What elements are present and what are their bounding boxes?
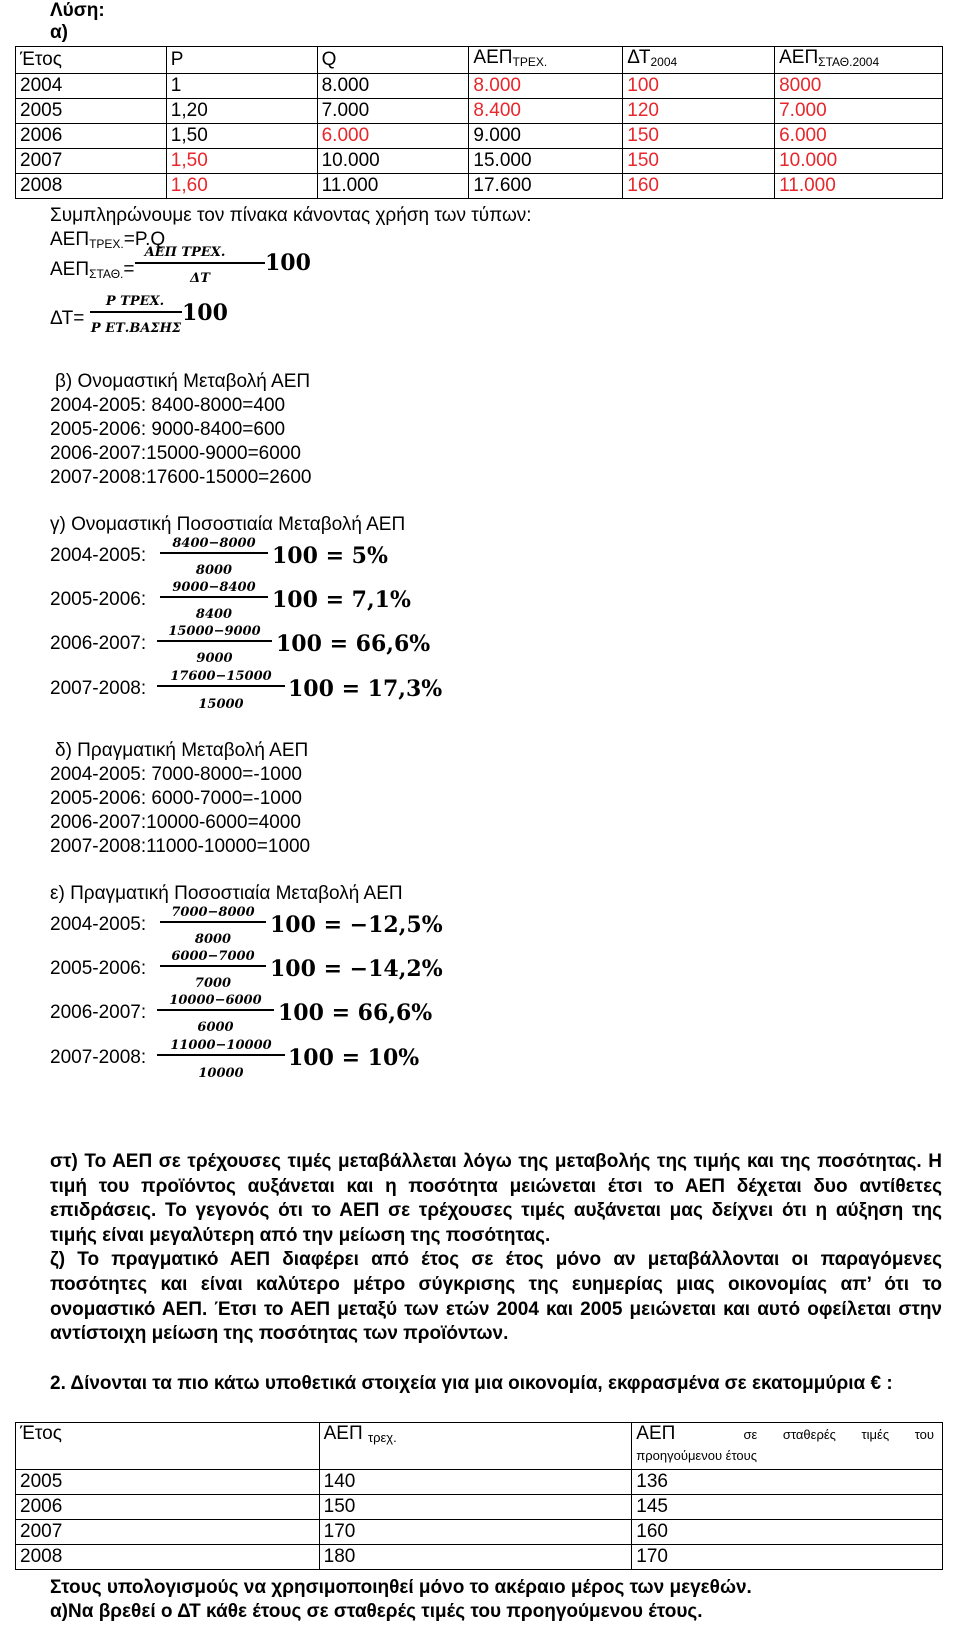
section-e-label: 2004-2005:: [50, 914, 147, 935]
section-e-label: 2005-2006:: [50, 958, 147, 979]
formulas-intro: Συμπληρώνουμε τον πίνακα κάνοντας χρήση των τύπων:: [50, 205, 532, 226]
solution-heading: Λύση:: [50, 0, 105, 21]
question-2-note: Στους υπολογισμούς να χρησιμοποιηθεί μόνο το ακέραιο μέρος των μεγεθών.: [50, 1577, 752, 1598]
section-c-fraction: 15000−9000 9000 100 = 66,6%: [157, 625, 457, 669]
section-e-fraction: 10000−6000 6000 100 = 66,6%: [157, 994, 457, 1038]
section-b-line: 2006-2007:15000-9000=6000: [50, 443, 301, 464]
section-z-paragraph: ζ) Το πραγματικό ΑΕΠ διαφέρει από έτος σε έτος μόνο αν μεταβάλλονται οι παραγόμενες ποσότητες και είναι καλύτερο μέτρο σύγκρισης της ευημερίας μιας οικονομίας απ’ ότι το ονομαστικό ΑΕΠ. Έτσι το ΑΕΠ μεταξύ των ετών 2004 και 2005 μειώνεται και αυτό οφείλεται στην αντίστοιχη μείωση της ποσότητας των προϊόντων.: [50, 1249, 942, 1345]
header-deflator: $\Delta T_{2004}$: [623, 47, 775, 74]
section-c-fraction: 9000−8400 8400 100 = 7,1%: [160, 581, 440, 625]
section-d-line: 2005-2006: 6000-7000=-1000: [50, 788, 302, 809]
header-gdp-prev-prices: ΑΕΠ σε σταθερές τιμές του προηγούμενου έτους: [632, 1423, 943, 1470]
table-row: 2004 1 8.000 8.000 100 8000: [16, 74, 943, 99]
section-e-fraction: 11000−10000 10000 100 = 10%: [157, 1039, 457, 1083]
section-st-paragraph: στ) Το ΑΕΠ σε τρέχουσες τιμές μεταβάλλεται λόγω της μεταβολής της τιμής και της ποσότητας. Η τιμή του προϊόντος αυξάνεται και η ποσότητα μειώνεται έτσι το ΑΕΠ δέχεται δυο αντίθετες επιδράσεις. Το γεγονός ότι το ΑΕΠ σε τρέχουσες τιμές αυξάνεται μας δείχνει ότι η αύξηση της τιμής είναι μεγαλύτερη από την μείωση της ποσότητας. ζ) Το πραγματικό ΑΕΠ διαφέρει από έτος σε έτος μόνο αν μεταβάλλονται οι παραγόμενες ποσότητες και είναι καλύτερο μέτρο σύγκρισης της ευημερίας μιας οικονομίας απ’ ότι το ονομαστικό ΑΕΠ. Έτσι το ΑΕΠ μεταξύ των ετών 2004 και 2005 μειώνεται και αυτό οφείλεται στην αντίστοιχη μείωση της ποσότητας των προϊόντων.: [50, 1150, 942, 1347]
table-row: 2005 140 136: [16, 1470, 943, 1495]
section-e-title: ε) Πραγματική Ποσοστιαία Μεταβολή ΑΕΠ: [50, 883, 403, 904]
section-c-label: 2005-2006:: [50, 589, 147, 610]
table-row: 2005 1,20 7.000 8.400 120 7.000: [16, 99, 943, 124]
section-e-label: 2007-2008:: [50, 1047, 147, 1068]
table-row: 2008 180 170: [16, 1545, 943, 1570]
deflator-formula-label: ΔΤ=: [50, 308, 85, 329]
section-e-label: 2006-2007:: [50, 1002, 147, 1023]
section-c-fraction: 8400−8000 8000 100 = 5%: [160, 537, 420, 581]
section-b-line: 2004-2005: 8400-8000=400: [50, 395, 286, 416]
section-d-line: 2006-2007:10000-6000=4000: [50, 812, 301, 833]
section-d-title: δ) Πραγματική Μεταβολή ΑΕΠ: [55, 740, 309, 761]
table-header-row: [16, 47, 943, 74]
section-b-line: 2007-2008:17600-15000=2600: [50, 467, 312, 488]
section-c-label: 2006-2007:: [50, 633, 147, 654]
table-row: 2008 1,60 11.000 17.600 160 11.000: [16, 174, 943, 199]
question-2-table: [15, 1422, 943, 1570]
header-nominal-gdp: $AE\Pi_{TPEX.}$: [469, 47, 623, 74]
header-real-gdp: $AE\Pi_{\Sigma TA\Theta.2004}$: [775, 47, 943, 74]
table-row: 2006 150 145: [16, 1495, 943, 1520]
table-row: 2007 1,50 10.000 15.000 150 10.000: [16, 149, 943, 174]
section-e-fraction: 7000−8000 8000 100 = −12,5%: [160, 906, 460, 950]
gdp-table: [15, 46, 943, 199]
header-nominal-gdp: ΑΕΠ $_{\tau\rho\varepsilon\chi.}$: [319, 1423, 632, 1470]
section-c-title: γ) Ονομαστική Ποσοστιαία Μεταβολή ΑΕΠ: [50, 514, 406, 535]
section-c-label: 2007-2008:: [50, 678, 147, 699]
header-price: P: [166, 47, 317, 74]
table-row: 2006 1,50 6.000 9.000 150 6.000: [16, 124, 943, 149]
section-c-label: 2004-2005:: [50, 545, 147, 566]
table-header-row: [16, 1423, 943, 1470]
question-2a: α)Να βρεθεί ο ΔΤ κάθε έτους σε σταθερές τιμές του προηγούμενου έτους.: [50, 1601, 703, 1622]
header-quantity: Q: [317, 47, 469, 74]
nominal-gdp-formula: $AE\Pi_{TPEX.}=P.Q$: [50, 229, 166, 251]
section-e-fraction: 6000−7000 7000 100 = −14,2%: [160, 950, 460, 994]
section-d-line: 2004-2005: 7000-8000=-1000: [50, 764, 302, 785]
table-row: 2007 170 160: [16, 1520, 943, 1545]
section-b-title: β) Ονομαστική Μεταβολή ΑΕΠ: [55, 371, 311, 392]
deflator-fraction: P ΤΡΕΧ. P ΕΤ.ΒΑΣΗΣ 100: [90, 294, 228, 336]
real-gdp-fraction: ΑΕΠ ΤΡΕΧ. ΔΤ 100: [135, 246, 315, 296]
header-year: Έτος: [16, 47, 167, 74]
section-d-line: 2007-2008:11000-10000=1000: [50, 836, 311, 857]
part-a-label: α): [50, 22, 69, 43]
section-b-line: 2005-2006: 9000-8400=600: [50, 419, 286, 440]
question-2-intro: 2. Δίνονται τα πιο κάτω υποθετικά στοιχεία για μια οικονομία, εκφρασμένα σε εκατομμύρια € :: [50, 1373, 893, 1394]
section-c-fraction: 17600−15000 15000 100 = 17,3%: [157, 670, 457, 714]
header-year: Έτος: [16, 1423, 320, 1470]
real-gdp-formula-label: $AE\Pi_{\Sigma TA\Theta.}=$: [50, 259, 135, 281]
